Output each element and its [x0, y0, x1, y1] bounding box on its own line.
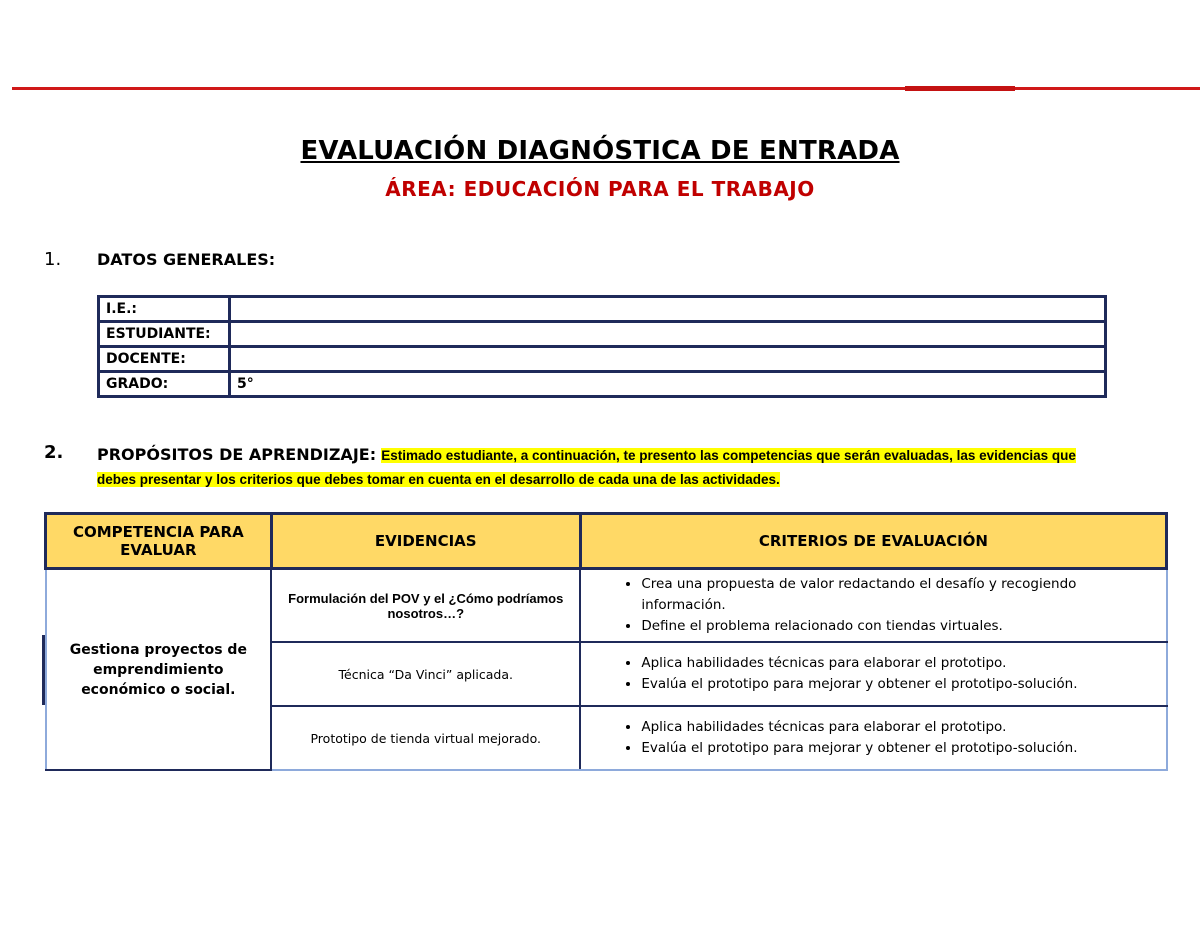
criterios-list	[589, 653, 1157, 695]
criterios-list	[589, 717, 1157, 759]
competencia-cell: Gestiona proyectos de emprendimiento económico o social.	[46, 569, 272, 771]
criterio-item: • Evalúa el prototipo para mejorar y obtener el prototipo-solución.	[641, 738, 1157, 759]
datos-label: GRADO:	[99, 372, 230, 397]
top-red-rule	[12, 87, 1200, 90]
section-1-title: DATOS GENERALES:	[97, 250, 276, 269]
table-row	[46, 569, 1167, 643]
datos-label: DOCENTE:	[99, 347, 230, 372]
propositos-block	[97, 443, 1107, 491]
document-title: EVALUACIÓN DIAGNÓSTICA DE ENTRADA	[300, 136, 900, 166]
datos-value-estudiante[interactable]	[230, 322, 1106, 347]
evidencia-cell: Técnica “Da Vinci” aplicada.	[271, 642, 580, 706]
datos-row-grado	[99, 372, 1106, 397]
section-2-number: 2.	[44, 442, 64, 463]
criterios-list	[589, 574, 1157, 637]
criterio-item: • Aplica habilidades técnicas para elaborar el prototipo.	[641, 717, 1157, 738]
evidencia-cell: Prototipo de tienda virtual mejorado.	[271, 706, 580, 770]
section-2-title: PROPÓSITOS DE APRENDIZAJE:	[97, 445, 377, 464]
propositos-highlighted-text: Estimado estudiante, a continuación, te presento las competencias que serán evaluadas, las evidencias que debes presentar y los criterios que debes tomar en cuenta en el desarrollo de cada una de las actividades.	[97, 448, 1076, 487]
datos-label: ESTUDIANTE:	[99, 322, 230, 347]
criterio-item: • Aplica habilidades técnicas para elaborar el prototipo.	[641, 653, 1157, 674]
criterio-item: • Define el problema relacionado con tiendas virtuales.	[641, 616, 1157, 637]
datos-label: I.E.:	[99, 297, 230, 322]
datos-row-ie	[99, 297, 1106, 322]
header-criterios: CRITERIOS DE EVALUACIÓN	[580, 514, 1166, 569]
document-subtitle: ÁREA: EDUCACIÓN PARA EL TRABAJO	[385, 177, 815, 201]
datos-value-grado[interactable]: 5°	[230, 372, 1106, 397]
section-1-number: 1.	[44, 249, 62, 270]
top-red-rule-accent	[905, 86, 1015, 91]
datos-row-estudiante	[99, 322, 1106, 347]
evidencia-cell: Formulación del POV y el ¿Cómo podríamos nosotros…?	[271, 569, 580, 643]
datos-value-ie[interactable]	[230, 297, 1106, 322]
competencias-table	[44, 512, 1168, 771]
datos-value-docente[interactable]	[230, 347, 1106, 372]
datos-row-docente	[99, 347, 1106, 372]
criterio-item: • Crea una propuesta de valor redactando el desafío y recogiendo información.	[641, 574, 1157, 616]
datos-generales-table	[97, 295, 1107, 398]
header-evidencias: EVIDENCIAS	[271, 514, 580, 569]
header-competencia: COMPETENCIA PARA EVALUAR	[46, 514, 272, 569]
criterios-cell	[580, 569, 1166, 643]
criterios-cell	[580, 642, 1166, 706]
table-header-row	[46, 514, 1167, 569]
criterio-item: • Evalúa el prototipo para mejorar y obtener el prototipo-solución.	[641, 674, 1157, 695]
criterios-cell	[580, 706, 1166, 770]
